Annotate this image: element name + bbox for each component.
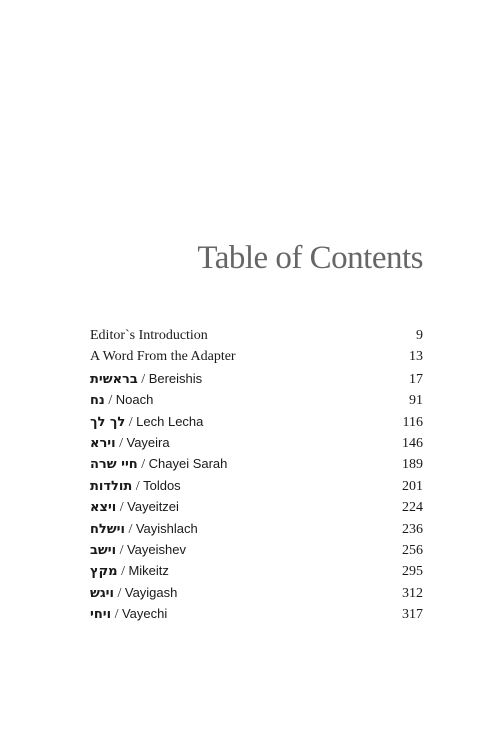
toc-entry-english: Lech Lecha xyxy=(136,413,204,429)
toc-entry-page-number: 116 xyxy=(402,414,423,430)
toc-entry xyxy=(90,521,423,542)
toc-entry-english: Toldos xyxy=(143,477,181,493)
toc-entry-hebrew: וירא xyxy=(90,435,116,451)
toc-entry-separator: / xyxy=(115,435,127,451)
toc-entry-title xyxy=(90,328,208,344)
toc-entry-separator: / xyxy=(113,585,125,601)
toc-entry-english: Noach xyxy=(115,392,154,408)
toc-entry-page-number: 9 xyxy=(416,328,423,343)
toc-entry-separator: / xyxy=(117,564,129,580)
toc-entry xyxy=(90,585,423,606)
toc-entry-separator: / xyxy=(104,393,116,409)
toc-entry-separator: / xyxy=(111,607,122,623)
toc-entry-title xyxy=(90,606,167,623)
toc-entry-english: Editor`s Introduction xyxy=(90,328,208,343)
toc-entry-page-number: 146 xyxy=(402,435,423,451)
toc-entry-page-number: 224 xyxy=(402,500,423,516)
toc-entry xyxy=(90,435,423,456)
toc-entry xyxy=(90,349,423,370)
toc-entry xyxy=(90,478,423,499)
toc-entry-english: A Word From the Adapter xyxy=(90,349,236,365)
toc-entry-page-number: 295 xyxy=(402,564,423,580)
toc-entry xyxy=(90,499,423,520)
toc-entry-page-number: 91 xyxy=(409,393,423,409)
toc-entry-page-number: 13 xyxy=(409,349,423,365)
toc-entry-english: Vayeitzei xyxy=(127,499,179,515)
toc-entry-english: Chayei Sarah xyxy=(148,456,228,472)
toc-entry-separator: / xyxy=(137,457,149,473)
toc-entry-hebrew: וישלח xyxy=(90,521,125,537)
toc-entry-english: Vayeishev xyxy=(126,541,186,557)
toc-entry-english: Mikeitz xyxy=(128,563,169,579)
toc-entry-title xyxy=(90,542,186,559)
toc-entry-english: Vayechi xyxy=(121,606,168,622)
toc-entry-separator: / xyxy=(124,521,136,537)
toc-entry-title xyxy=(90,414,203,431)
page-title: Table of Contents xyxy=(197,240,423,276)
toc-entry-hebrew: וישב xyxy=(90,542,117,558)
toc-entry-title xyxy=(90,371,202,388)
toc-entry xyxy=(90,328,423,349)
toc-entry-page-number: 17 xyxy=(409,371,423,387)
toc-entry-english: Vayishlach xyxy=(135,520,198,536)
toc-entry-english: Bereishis xyxy=(148,370,203,386)
toc-entry-hebrew: ויחי xyxy=(90,607,112,623)
toc-entry-english: Vayigash xyxy=(124,584,178,600)
toc-entry-title xyxy=(90,435,170,452)
toc-entry-separator: / xyxy=(116,542,127,558)
toc-entry-hebrew: חיי שרה xyxy=(90,457,138,473)
toc-entry-hebrew: תולדות xyxy=(90,478,133,494)
toc-entry-title xyxy=(90,349,236,365)
toc-entry-hebrew: מקץ xyxy=(90,564,118,580)
toc-entry-hebrew: נח xyxy=(90,393,105,409)
toc-entry-hebrew: בראשית xyxy=(90,371,138,387)
toc-entry-separator: / xyxy=(116,500,128,516)
toc-entry-page-number: 201 xyxy=(402,478,423,494)
toc-entry-title xyxy=(90,478,181,495)
toc-entry xyxy=(90,392,423,413)
toc-entry-page-number: 236 xyxy=(402,521,423,537)
toc-entry-hebrew: ויצא xyxy=(90,500,117,516)
toc-entry xyxy=(90,542,423,563)
toc-entry xyxy=(90,456,423,477)
toc-entry-hebrew: לך לך xyxy=(90,414,126,430)
toc-entry xyxy=(90,606,423,627)
toc-entry-separator: / xyxy=(137,371,149,387)
toc-entry xyxy=(90,563,423,584)
toc-entry-separator: / xyxy=(125,414,137,430)
toc-entry-title xyxy=(90,456,227,473)
toc-entry-title xyxy=(90,563,169,580)
table-of-contents xyxy=(90,328,423,627)
toc-entry-english: Vayeira xyxy=(126,434,170,450)
toc-entry-title xyxy=(90,585,177,602)
toc-entry xyxy=(90,414,423,435)
toc-entry-hebrew: ויגש xyxy=(90,585,114,601)
toc-entry-title xyxy=(90,521,198,538)
toc-entry-separator: / xyxy=(132,478,144,494)
toc-entry xyxy=(90,371,423,392)
toc-entry-page-number: 189 xyxy=(402,457,423,473)
toc-entry-title xyxy=(90,499,179,516)
toc-entry-page-number: 312 xyxy=(402,585,423,601)
toc-entry-page-number: 256 xyxy=(402,542,423,558)
toc-entry-page-number: 317 xyxy=(402,607,423,623)
toc-entry-title xyxy=(90,392,153,409)
